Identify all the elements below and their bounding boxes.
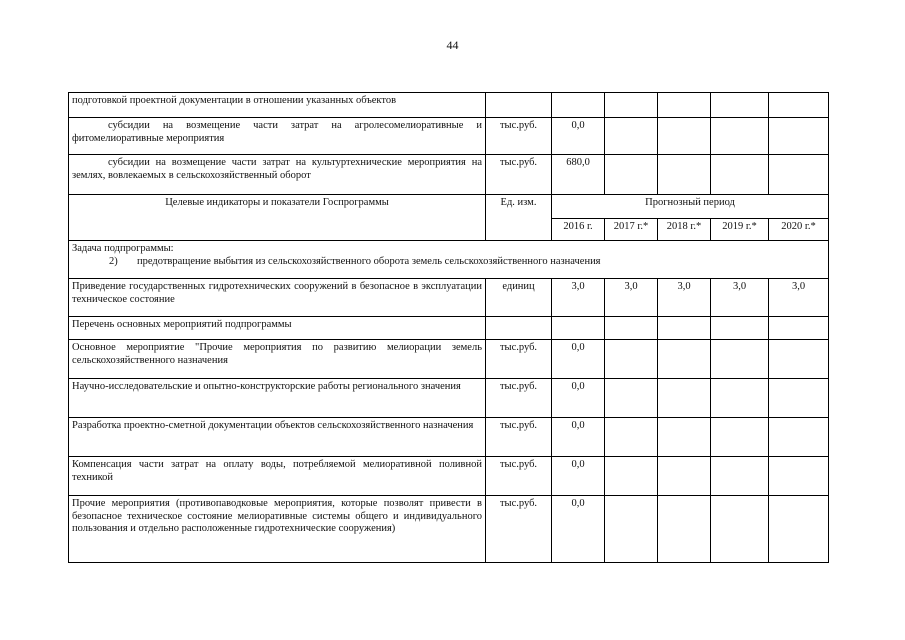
task-row: [69, 241, 829, 279]
value-2016: 0,0: [552, 340, 605, 379]
value-2019: [711, 379, 769, 418]
value-2019: [711, 118, 769, 155]
table-row: [69, 496, 829, 563]
indicator-unit: единиц: [486, 279, 552, 317]
row-description: Прочие мероприятия (противопаводковые мероприятия, которые позволят привести в безопасное техническое состояние мелиоративные системы общего и индивидуального пользования и отдельно расположенные гидротехнические сооружения): [69, 496, 486, 563]
program-table: [68, 92, 829, 563]
value-2017: [605, 118, 658, 155]
value-2019: [711, 93, 769, 118]
table-row: [69, 118, 829, 155]
task-cell: [69, 241, 829, 279]
value-2018: 3,0: [658, 279, 711, 317]
value-2019: 3,0: [711, 279, 769, 317]
value-2017: [605, 340, 658, 379]
value-2019: [711, 155, 769, 195]
task-line: [72, 256, 825, 269]
value-2019: [711, 457, 769, 496]
value-2017: [605, 93, 658, 118]
table-row: [69, 93, 829, 118]
value-2020: [769, 155, 829, 195]
value-2017: [605, 457, 658, 496]
page-number: 44: [446, 38, 459, 52]
measures-header: Перечень основных мероприятий подпрограммы: [69, 317, 486, 340]
row-unit: [486, 317, 552, 340]
row-unit: тыс.руб.: [486, 155, 552, 195]
row-description: Разработка проектно-сметной документации объектов сельскохозяйственного назначения: [69, 418, 486, 457]
row-description: Основное мероприятие "Прочие мероприятия по развитию мелиорации земель сельскохозяйственного назначения: [69, 340, 486, 379]
value-2018: [658, 118, 711, 155]
task-text: предотвращение выбытия из сельскохозяйственного оборота земель сельскохозяйственного назначения: [137, 255, 601, 267]
row-description: Научно-исследовательские и опытно-конструкторские работы регионального значения: [69, 379, 486, 418]
table-row: [69, 155, 829, 195]
value-2020: [769, 93, 829, 118]
value-2019: [711, 418, 769, 457]
value-2018: [658, 340, 711, 379]
year-header: 2018 г.*: [658, 219, 711, 241]
value-2020: [769, 457, 829, 496]
value-2016: 0,0: [552, 379, 605, 418]
value-2020: [769, 118, 829, 155]
row-unit: [486, 93, 552, 118]
value-2016: 0,0: [552, 418, 605, 457]
forecast-header: Прогнозный период: [552, 195, 829, 219]
row-description: подготовкой проектной документации в отношении указанных объектов: [69, 93, 486, 118]
value-2017: [605, 496, 658, 563]
value-2016: [552, 317, 605, 340]
year-header: 2016 г.: [552, 219, 605, 241]
value-2017: [605, 418, 658, 457]
value-2020: [769, 317, 829, 340]
row-unit: тыс.руб.: [486, 379, 552, 418]
task-number: 2): [109, 255, 118, 267]
year-header: 2017 г.*: [605, 219, 658, 241]
measures-header-row: [69, 317, 829, 340]
table-header-row: [69, 195, 829, 219]
task-label: Задача подпрограммы:: [72, 243, 174, 254]
value-2016: 0,0: [552, 457, 605, 496]
value-2020: [769, 379, 829, 418]
value-2020: [769, 418, 829, 457]
table-row: [69, 457, 829, 496]
row-unit: тыс.руб.: [486, 118, 552, 155]
row-unit: тыс.руб.: [486, 457, 552, 496]
value-2016: 0,0: [552, 496, 605, 563]
value-2018: [658, 317, 711, 340]
row-description: Компенсация части затрат на оплату воды, потребляемой мелиоративной поливной техникой: [69, 457, 486, 496]
indicator-row: [69, 279, 829, 317]
value-2018: [658, 496, 711, 563]
value-2019: [711, 496, 769, 563]
value-2017: [605, 379, 658, 418]
year-header: 2020 г.*: [769, 219, 829, 241]
value-2018: [658, 457, 711, 496]
row-description: субсидии на возмещение части затрат на агролесомелиоративные и фитомелиоративные мероприятия: [69, 118, 486, 155]
value-2017: [605, 317, 658, 340]
value-2018: [658, 93, 711, 118]
table-row: [69, 340, 829, 379]
year-header: 2019 г.*: [711, 219, 769, 241]
unit-header: Ед. изм.: [486, 195, 552, 241]
value-2016: [552, 93, 605, 118]
value-2016: 3,0: [552, 279, 605, 317]
value-2017: [605, 155, 658, 195]
value-2018: [658, 155, 711, 195]
value-2017: 3,0: [605, 279, 658, 317]
table-row: [69, 379, 829, 418]
value-2016: 680,0: [552, 155, 605, 195]
indicator-description: Приведение государственных гидротехнических сооружений в безопасное в эксплуатации техническое состояние: [69, 279, 486, 317]
value-2018: [658, 418, 711, 457]
value-2020: [769, 496, 829, 563]
value-2020: [769, 340, 829, 379]
value-2016: 0,0: [552, 118, 605, 155]
table-row: [69, 418, 829, 457]
row-unit: тыс.руб.: [486, 418, 552, 457]
value-2020: 3,0: [769, 279, 829, 317]
row-description: субсидии на возмещение части затрат на культуртехнические мероприятия на землях, вовлекаемых в сельскохозяйственный оборот: [69, 155, 486, 195]
indicators-header: Целевые индикаторы и показатели Госпрограммы: [69, 195, 486, 241]
value-2019: [711, 340, 769, 379]
value-2018: [658, 379, 711, 418]
value-2019: [711, 317, 769, 340]
row-unit: тыс.руб.: [486, 340, 552, 379]
row-unit: тыс.руб.: [486, 496, 552, 563]
